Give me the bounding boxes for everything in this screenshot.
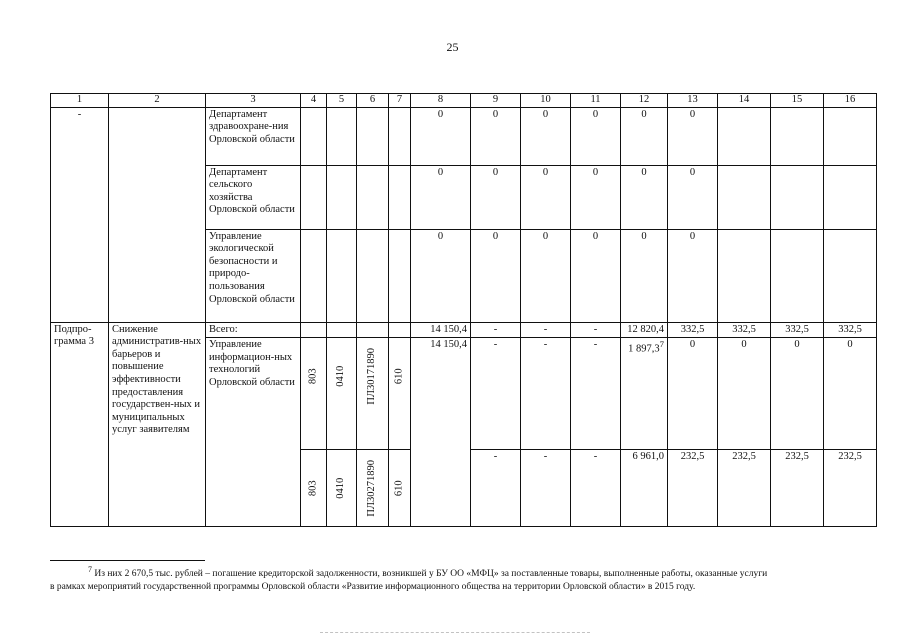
value-cell: 0: [771, 338, 824, 450]
expense-type-code: 610: [393, 480, 405, 497]
value-cell: 14 150,4: [411, 322, 471, 338]
row-marker: -: [51, 107, 109, 322]
value-cell: 0: [471, 107, 521, 165]
table-row: [51, 322, 877, 338]
value-cell: -: [571, 322, 621, 338]
section-code: 0410: [335, 365, 347, 387]
total-label: Всего:: [206, 322, 301, 338]
value-cell: 1 897,3$^7$: [621, 338, 668, 450]
value-cell: 0: [668, 338, 718, 450]
value-cell: 0: [571, 229, 621, 322]
value-cell: 0: [571, 165, 621, 229]
column-header: 15: [771, 94, 824, 108]
value-cell: 0: [668, 229, 718, 322]
section-code: 0410: [335, 477, 347, 499]
footnote-ref: 7: [659, 339, 664, 350]
value-cell: 14 150,4: [411, 338, 471, 527]
value-cell: 6 961,0: [621, 450, 668, 527]
column-header: 11: [571, 94, 621, 108]
value-cell: 0: [668, 165, 718, 229]
grbs-code: 803: [307, 480, 319, 497]
column-number-row: [51, 94, 877, 108]
column-header: 13: [668, 94, 718, 108]
subprogram-title: Снижение административ-ных барьеров и повышение эффективности предоставления государствен-ных и муниципальных услуг заявителям: [109, 322, 206, 527]
column-header: 10: [521, 94, 571, 108]
value-cell: 0: [471, 229, 521, 322]
value-cell: 0: [411, 165, 471, 229]
column-header: 8: [411, 94, 471, 108]
executor-name: Управление экологической безопасности и природо-пользования Орловской области: [206, 229, 301, 322]
column-header: 1: [51, 94, 109, 108]
value-cell: 0: [718, 338, 771, 450]
value-cell: -: [521, 322, 571, 338]
value-cell: 232,5: [718, 450, 771, 527]
column-header: 4: [301, 94, 327, 108]
executor-name: Департамент сельского хозяйства Орловской области: [206, 165, 301, 229]
value-cell: 0: [521, 107, 571, 165]
value-cell: 232,5: [824, 450, 877, 527]
value-cell: 332,5: [824, 322, 877, 338]
footnote-text-line2: в рамках мероприятий государственной программы Орловской области «Развитие информационного общества на территории Орловской области» в 2015 году.: [50, 581, 696, 592]
page-number: 25: [446, 40, 459, 54]
target-article-code: ПЛ30171890: [366, 347, 378, 405]
value-cell: -: [471, 450, 521, 527]
footnote-number: 7: [88, 565, 92, 574]
value-cell: -: [521, 338, 571, 450]
value-cell: 0: [621, 165, 668, 229]
column-header: 2: [109, 94, 206, 108]
value-cell: 0: [668, 107, 718, 165]
column-header: 7: [389, 94, 411, 108]
scan-artifact: [320, 632, 590, 635]
column-header: 6: [357, 94, 389, 108]
value-cell: 332,5: [771, 322, 824, 338]
footnote-divider: [50, 560, 205, 561]
value-cell: 0: [411, 107, 471, 165]
footnote-text-line1: Из них 2 670,5 тыс. рублей – погашение кредиторской задолженности, возникшей у БУ ОО «МФЦ» за поставленные товары, выполненные работы, оказанные услуги: [94, 569, 768, 580]
value-cell: 332,5: [668, 322, 718, 338]
value-cell: 232,5: [668, 450, 718, 527]
executor-name: Управление информацион-ных технологий Орловской области: [206, 338, 301, 527]
executor-name: Департамент здравоохране-ния Орловской области: [206, 107, 301, 165]
column-header: 16: [824, 94, 877, 108]
value-cell: 0: [521, 229, 571, 322]
value-cell: 0: [621, 229, 668, 322]
value-cell: 12 820,4: [621, 322, 668, 338]
value-cell: 0: [824, 338, 877, 450]
column-header: 9: [471, 94, 521, 108]
value-cell: 0: [411, 229, 471, 322]
value-cell: -: [471, 338, 521, 450]
value-cell: -: [471, 322, 521, 338]
value-cell: 232,5: [771, 450, 824, 527]
value-cell: 0: [621, 107, 668, 165]
subprogram-label: Подпро-грамма 3: [51, 322, 109, 527]
column-header: 3: [206, 94, 301, 108]
value-cell: 332,5: [718, 322, 771, 338]
budget-table: [50, 93, 877, 527]
column-header: 12: [621, 94, 668, 108]
value-cell: 0: [471, 165, 521, 229]
value-cell: -: [571, 450, 621, 527]
table-row: [51, 107, 877, 165]
footnote: [50, 565, 870, 594]
value-cell: -: [571, 338, 621, 450]
expense-type-code: 610: [393, 368, 405, 385]
column-header: 14: [718, 94, 771, 108]
value-cell: 0: [521, 165, 571, 229]
value-cell: 0: [571, 107, 621, 165]
column-header: 5: [327, 94, 357, 108]
target-article-code: ПЛ30271890: [366, 459, 378, 517]
grbs-code: 803: [307, 368, 319, 385]
value-cell: -: [521, 450, 571, 527]
